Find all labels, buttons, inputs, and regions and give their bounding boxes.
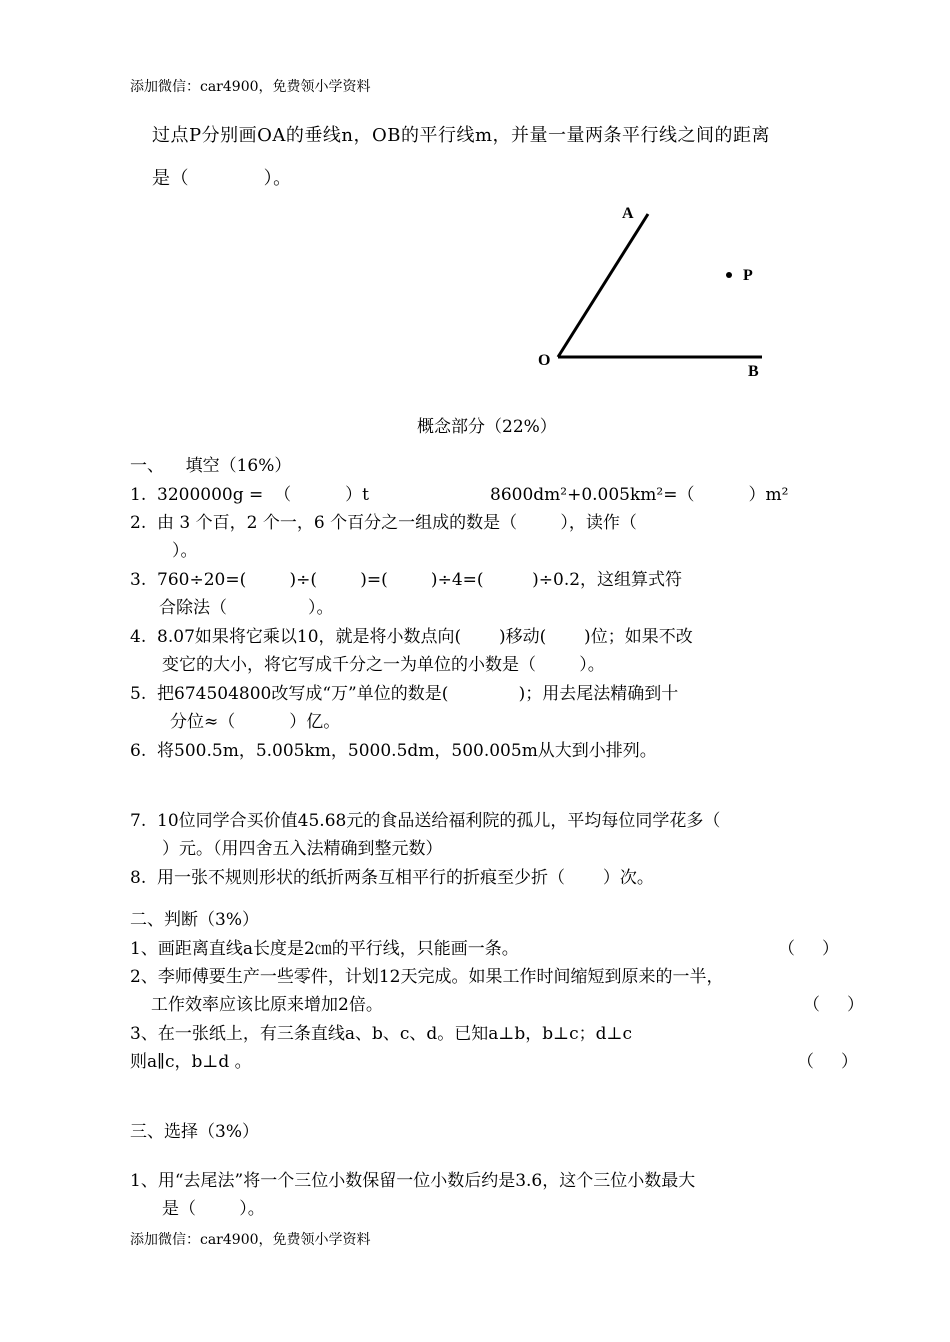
judge-heading: 二、判断（3%） (130, 910, 259, 930)
fill-q2-line1: 2. 由 3 个百，2 个一，6 个百分之一组成的数是（ ），读作（ (130, 513, 637, 533)
problem-line-2: 是（ ）。 (152, 168, 292, 189)
judge-j2-line2: 工作效率应该比原来增加2倍。 (151, 995, 383, 1015)
judge-j2-line1: 2、李师傅要生产一些零件，计划12天完成。如果工作时间缩短到原来的一半， (130, 967, 724, 987)
angle-figure (530, 198, 770, 383)
fill-q3-line1: 3. 760÷20=( )÷( )=( )÷4=( )÷0.2，这组算式符 (130, 570, 683, 590)
section-concept-title: 概念部分（22%） (417, 417, 557, 437)
fill-q5-line1: 5. 把674504800改写成“万”单位的数是( )；用去尾法精确到十 (130, 684, 679, 704)
label-o: O (538, 352, 551, 369)
fill-q5-line2: 分位≈（ ）亿。 (170, 712, 341, 732)
judge-j3-line2: 则a∥c，b⊥d 。 (130, 1052, 252, 1072)
fill-q1-part1: 1. 3200000g = （ ）t (130, 485, 369, 505)
fill-q3-line2: 合除法（ ）。 (159, 598, 334, 618)
choice-heading: 三、选择（3%） (130, 1122, 259, 1142)
fill-q7-line2: ）元。（用四舍五入法精确到整元数） (162, 839, 443, 859)
label-p: P (743, 267, 753, 284)
page-footer: 添加微信：car4900，免费领小学资料 (130, 1232, 371, 1248)
fill-q2-line2: ）。 (172, 541, 198, 561)
label-b: B (748, 363, 759, 380)
fill-heading: 一、 填空（16%） (130, 456, 292, 476)
judge-j1: 1、画距离直线a长度是2㎝的平行线，只能画一条。 (130, 939, 519, 959)
fill-q1-part2: 8600dm²+0.005km²=（ ）m² (490, 485, 789, 505)
fill-q7-line1: 7. 10位同学合买价值45.68元的食品送给福利院的孤儿，平均每位同学花多（ (130, 811, 721, 831)
judge-j1-paren: （ ） (778, 939, 840, 959)
label-a: A (622, 205, 634, 222)
ray-oa (558, 214, 648, 357)
choice-c1-line1: 1、用“去尾法”将一个三位小数保留一位小数后约是3.6，这个三位小数最大 (130, 1171, 696, 1191)
fill-q8: 8. 用一张不规则形状的纸折两条互相平行的折痕至少折（ ）次。 (130, 868, 654, 888)
choice-c1-line2: 是（ ）。 (162, 1199, 265, 1219)
fill-q6: 6. 将500.5m，5.005km，5000.5dm，500.005m从大到小排列。 (130, 741, 657, 761)
judge-j3-paren: （ ） (797, 1052, 859, 1072)
fill-q4-line1: 4. 8.07如果将它乘以10，就是将小数点向( )移动( )位；如果不改 (130, 627, 693, 647)
point-p (726, 272, 732, 278)
fill-q4-line2: 变它的大小，将它写成千分之一为单位的小数是（ ）。 (162, 655, 605, 675)
problem-line-1: 过点P分别画OA的垂线n，OB的平行线m，并量一量两条平行线之间的距离 (152, 125, 771, 146)
judge-j3-line1: 3、在一张纸上，有三条直线a、b、c、d。已知a⊥b，b⊥c；d⊥c (130, 1024, 633, 1044)
page-header: 添加微信：car4900，免费领小学资料 (130, 79, 371, 95)
judge-j2-paren: （ ） (803, 995, 865, 1015)
